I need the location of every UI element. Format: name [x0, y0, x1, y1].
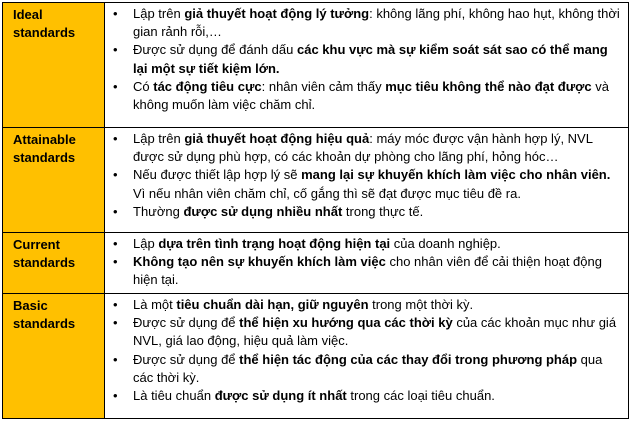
bullet-icon: •	[113, 254, 118, 270]
bullet-item	[105, 78, 624, 114]
bullet-text: trong các loại tiêu chuẩn.	[346, 388, 495, 404]
bullet-text: cho nhân viên để cải thiện hoạt động hiện tại.	[133, 254, 602, 288]
bullet-text: Được sử dụng để	[133, 351, 240, 367]
standard-description-cell	[105, 233, 629, 294]
standard-type-label: Attainable standards	[3, 128, 105, 233]
bullet-item	[105, 296, 624, 314]
table-row	[3, 128, 629, 233]
bullet-text: của doanh nghiệp.	[390, 236, 501, 251]
bullet-item	[105, 5, 624, 41]
bullet-text: Lập trên	[133, 131, 185, 146]
bullet-list	[105, 296, 624, 405]
bullet-text: : không lãng phí, không hao hụt, không thời gian rảnh rỗi,…	[133, 6, 620, 40]
bullet-text-bold: giả thuyết hoạt động hiệu quả	[184, 131, 370, 146]
standard-description-cell	[105, 294, 629, 419]
bullet-item	[105, 166, 624, 202]
bullet-text: Lập	[133, 236, 159, 251]
bullet-icon: •	[113, 131, 118, 146]
bullet-text-bold: được sử dụng nhiều nhất	[183, 203, 343, 219]
bullet-text-bold: Không tạo nên sự khuyến khích làm việc	[133, 254, 386, 270]
bullet-text: Nếu được thiết lập hợp lý sẽ	[133, 167, 302, 183]
bullet-text: Được sử dụng để	[133, 315, 240, 331]
standards-table	[2, 2, 629, 419]
bullet-text-bold: mang lại sự khuyến khích làm việc cho nhân viên.	[301, 167, 611, 183]
bullet-item	[105, 387, 624, 405]
bullet-text-bold: các khu vực mà sự kiểm soát sát sao có thể mang lại một sự tiết kiệm lớn.	[133, 42, 608, 76]
bullet-list	[105, 130, 624, 221]
bullet-item	[105, 41, 624, 77]
bullet-text-bold: thể hiện tác động của các thay đổi trong phương pháp	[239, 351, 578, 367]
standards-table-body	[3, 3, 629, 419]
bullet-item	[105, 130, 624, 166]
table-row	[3, 294, 629, 419]
standard-description-cell	[105, 3, 629, 128]
bullet-list	[105, 235, 624, 290]
standard-description-cell	[105, 128, 629, 233]
bullet-item	[105, 351, 624, 387]
bullet-text: Vì nếu nhân viên chăm chỉ, cố gắng thì sẽ đạt được mục tiêu đề ra.	[133, 185, 521, 201]
bullet-text-bold: mục tiêu không thể nào đạt được	[385, 78, 592, 94]
bullet-text: : máy móc được vận hành hợp lý, NVL được sử dụng phù hợp, có các khoản dự phòng cho lãng phí, hỏng hóc…	[133, 131, 593, 165]
bullet-icon: •	[113, 78, 118, 94]
bullet-icon: •	[113, 351, 118, 367]
bullet-item	[105, 314, 624, 350]
standard-type-label: Current standards	[3, 233, 105, 294]
bullet-text: qua các thời kỳ.	[133, 351, 603, 385]
standard-type-label: Basic standards	[3, 294, 105, 419]
bullet-text: : nhân viên cảm thấy	[261, 78, 386, 94]
table-row	[3, 3, 629, 128]
bullet-text: trong một thời kỳ.	[368, 297, 474, 312]
bullet-icon: •	[113, 315, 118, 331]
bullet-icon: •	[113, 236, 118, 251]
bullet-text: Là tiêu chuẩn	[133, 388, 215, 404]
bullet-icon: •	[113, 167, 118, 183]
bullet-text: Được sử dụng để đánh dấu	[133, 42, 297, 58]
bullet-icon: •	[113, 203, 118, 219]
bullet-text: và không muốn làm việc chăm chỉ.	[133, 78, 609, 113]
bullet-icon: •	[113, 388, 118, 404]
bullet-text: của các khoản mục như giá NVL, giá lao động, hiệu quả làm việc.	[133, 315, 617, 349]
bullet-text-bold: tác động tiêu cực	[153, 78, 262, 94]
bullet-icon: •	[113, 6, 118, 21]
bullet-text-bold: dựa trên tình trạng hoạt động hiện tại	[158, 236, 391, 251]
bullet-list	[105, 5, 624, 114]
bullet-text: Là một	[133, 297, 177, 312]
bullet-text-bold: thể hiện xu hướng qua các thời kỳ	[239, 315, 453, 331]
bullet-text-bold: giả thuyết hoạt động lý tưởng	[184, 6, 370, 21]
bullet-item	[105, 253, 624, 289]
bullet-text: Lập trên	[133, 6, 185, 21]
bullet-text: trong thực tế.	[342, 203, 424, 219]
bullet-item	[105, 203, 624, 221]
bullet-text-bold: được sử dụng ít nhất	[214, 388, 347, 404]
bullet-icon: •	[113, 297, 118, 312]
bullet-text: Thường	[133, 203, 184, 219]
table-row	[3, 233, 629, 294]
bullet-text: Có	[133, 78, 154, 94]
standard-type-label: Ideal standards	[3, 3, 105, 128]
bullet-icon: •	[113, 42, 118, 58]
bullet-item	[105, 235, 624, 253]
bullet-text-bold: tiêu chuẩn dài hạn, giữ nguyên	[176, 297, 369, 312]
